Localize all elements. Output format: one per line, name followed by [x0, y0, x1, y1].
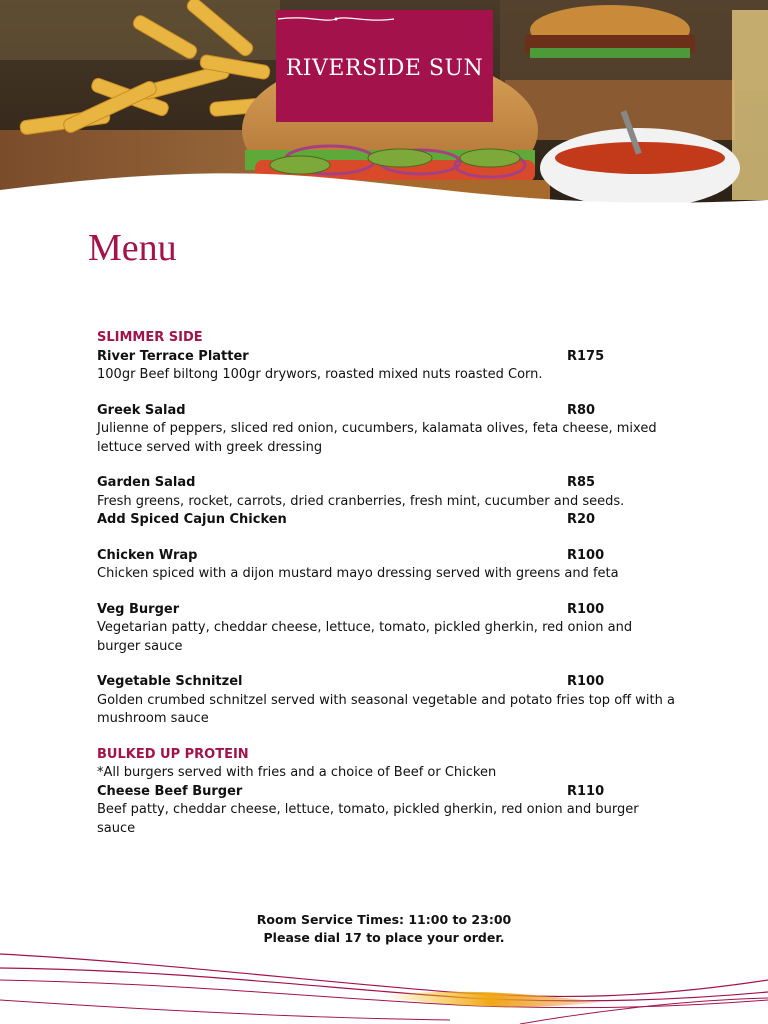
item-description: Fresh greens, rocket, carrots, dried cranberries, fresh mint, cucumber and seeds. [97, 493, 625, 509]
menu-item [97, 547, 677, 584]
logo-swash-icon [276, 14, 396, 24]
menu-item [97, 402, 677, 458]
menu-content [97, 329, 677, 855]
item-price: R175 [567, 348, 605, 364]
item-description: Chicken spiced with a dijon mustard mayo dressing served with greens and feta [97, 566, 619, 581]
menu-item [97, 783, 677, 839]
brand-name: RIVERSIDE SUN [285, 55, 484, 81]
section-note: *All burgers served with fries and a choice of Beef or Chicken [97, 765, 497, 780]
item-name: Vegetable Schnitzel [97, 674, 243, 689]
item-name: River Terrace Platter [97, 348, 249, 364]
item-description: Julienne of peppers, sliced red onion, cucumbers, kalamata olives, feta cheese, mixed lettuce served with greek dressing [97, 421, 657, 455]
decorative-waves [0, 940, 768, 1024]
item-price: R100 [567, 674, 605, 689]
section-heading: BULKED UP PROTEIN [97, 746, 249, 762]
item-name: Garden Salad [97, 475, 196, 490]
item-name: Veg Burger [97, 601, 180, 617]
menu-item-addon [97, 511, 677, 530]
page-title: Menu [88, 227, 177, 269]
menu-item [97, 474, 677, 511]
item-price: R110 [567, 783, 605, 799]
item-name: Cheese Beef Burger [97, 783, 243, 799]
item-price: R85 [567, 475, 596, 490]
item-name: Chicken Wrap [97, 547, 198, 563]
item-price: R100 [567, 601, 605, 617]
item-price: R100 [567, 547, 605, 563]
menu-item [97, 601, 677, 657]
room-service-times: Room Service Times: 11:00 to 23:00 [256, 912, 512, 927]
item-description: Beef patty, cheddar cheese, lettuce, tomato, pickled gherkin, red onion and burger sauce [97, 802, 639, 836]
item-name: Greek Salad [97, 402, 186, 418]
section-heading: SLIMMER SIDE [97, 330, 203, 345]
item-description: Golden crumbed schnitzel served with seasonal vegetable and potato fries top off with a mushroom sauce [97, 692, 675, 726]
item-price: R20 [567, 512, 596, 527]
hero-food-image [0, 0, 768, 215]
brand-logo-box [276, 10, 493, 122]
item-description: Vegetarian patty, cheddar cheese, lettuce, tomato, pickled gherkin, red onion and burger sauce [97, 620, 633, 654]
menu-item [97, 673, 677, 729]
item-price: R80 [567, 402, 596, 418]
menu-item [97, 348, 677, 385]
dial-instruction: Please dial 17 to place your order. [263, 930, 505, 945]
item-description: 100gr Beef biltong 100gr drywors, roasted mixed nuts roasted Corn. [97, 367, 543, 382]
item-name: Add Spiced Cajun Chicken [97, 512, 287, 527]
